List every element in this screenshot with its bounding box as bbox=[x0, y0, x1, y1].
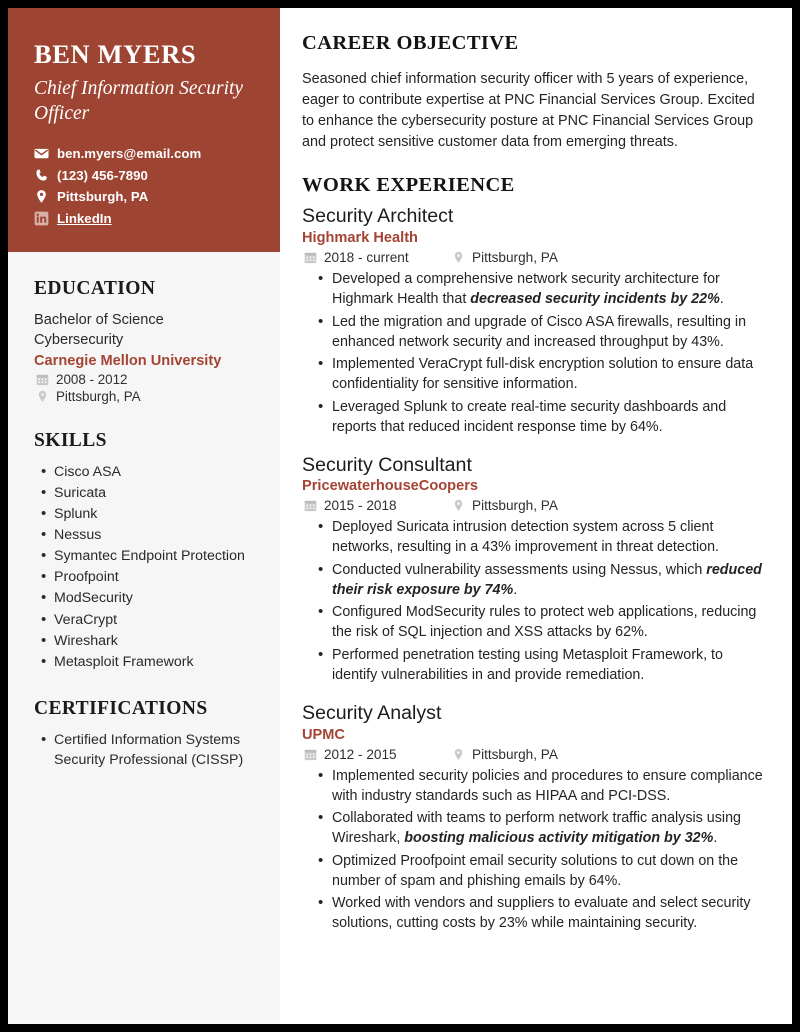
job-bullets bbox=[302, 766, 770, 934]
work-experience-entry bbox=[302, 204, 770, 436]
job-company: Highmark Health bbox=[302, 230, 418, 247]
candidate-name: BEN MYERS bbox=[34, 39, 197, 69]
sidebar-body bbox=[8, 252, 280, 770]
list-item: • Collaborated with teams to perform network traffic analysis using Wireshark, boosting malicious activity mitigation by 32%. bbox=[332, 808, 770, 848]
education-field: Cybersecurity bbox=[34, 332, 124, 349]
skills-list bbox=[34, 462, 254, 673]
main-content bbox=[280, 8, 792, 1024]
skills-section bbox=[34, 430, 254, 673]
work-experience-heading: WORK EXPERIENCE bbox=[302, 174, 515, 197]
job-dates bbox=[304, 747, 452, 762]
certifications-section bbox=[34, 698, 254, 770]
list-item: • Deployed Suricata intrusion detection system across 5 client networks, resulting in a 43% improvement in threat detection. bbox=[332, 517, 770, 557]
job-location-text: Pittsburgh, PA bbox=[472, 250, 558, 266]
contact-email-text: ben.myers@email.com bbox=[57, 146, 202, 162]
list-item: • Nessus bbox=[54, 525, 254, 545]
job-dates-text: 2015 - 2018 bbox=[324, 498, 397, 514]
job-meta bbox=[302, 250, 770, 265]
list-item: • Performed penetration testing using Metasploit Framework, to identify vulnerabilities in and provide remediation. bbox=[332, 645, 770, 685]
job-role: Security Analyst bbox=[302, 701, 442, 724]
job-dates-text: 2018 - current bbox=[324, 250, 409, 266]
calendar-icon bbox=[304, 748, 317, 761]
job-location-text: Pittsburgh, PA bbox=[472, 498, 558, 514]
education-section bbox=[34, 278, 254, 403]
candidate-job-title: Chief Information Security Officer bbox=[34, 78, 244, 124]
list-item: • Leveraged Splunk to create real-time security dashboards and reports that reduced incident response time by 64%. bbox=[332, 397, 770, 437]
calendar-icon bbox=[304, 251, 317, 264]
contact-location-text: Pittsburgh, PA bbox=[57, 189, 149, 205]
career-objective-text: Seasoned chief information security officer with 5 years of experience, eager to contribute expertise at PNC Financial Services Group. Excited to enhance the cybersecurity posture at PNC Financial Services Group and protect sensitive customer data from emerging threats. bbox=[302, 71, 755, 150]
job-role: Security Consultant bbox=[302, 453, 472, 476]
skills-heading: SKILLS bbox=[34, 429, 107, 451]
list-item: • Symantec Endpoint Protection bbox=[54, 546, 254, 566]
work-experience-section bbox=[302, 174, 770, 933]
job-location-text: Pittsburgh, PA bbox=[472, 746, 558, 762]
career-objective-heading: CAREER OBJECTIVE bbox=[302, 32, 519, 54]
education-school: Carnegie Mellon University bbox=[34, 352, 222, 369]
map-pin-icon bbox=[452, 499, 465, 512]
list-item: • ModSecurity bbox=[54, 588, 254, 608]
work-experience-entry bbox=[302, 453, 770, 685]
phone-icon bbox=[34, 168, 49, 183]
calendar-icon bbox=[36, 373, 49, 386]
list-item: • Metasploit Framework bbox=[54, 652, 254, 672]
sidebar bbox=[8, 8, 280, 1024]
certifications-heading: CERTIFICATIONS bbox=[34, 698, 208, 720]
contact-email[interactable] bbox=[34, 146, 254, 161]
job-meta bbox=[302, 747, 770, 762]
list-item: • Proofpoint bbox=[54, 567, 254, 587]
envelope-icon bbox=[34, 146, 49, 161]
contact-list bbox=[34, 146, 254, 226]
list-item: • Optimized Proofpoint email security solutions to cut down on the number of spam and phishing emails by 64%. bbox=[332, 851, 770, 891]
map-pin-icon bbox=[452, 748, 465, 761]
education-location bbox=[34, 389, 254, 404]
education-dates bbox=[34, 372, 254, 387]
career-objective-section bbox=[302, 32, 770, 152]
job-bullets bbox=[302, 269, 770, 437]
job-bullets bbox=[302, 517, 770, 685]
list-item: • Wireshark bbox=[54, 631, 254, 651]
job-dates-text: 2012 - 2015 bbox=[324, 746, 397, 762]
education-heading: EDUCATION bbox=[34, 278, 156, 300]
list-item: • Configured ModSecurity rules to protect web applications, reducing the risk of SQL injection and XSS attacks by 62%. bbox=[332, 602, 770, 642]
contact-phone[interactable] bbox=[34, 168, 254, 183]
linkedin-icon bbox=[34, 211, 49, 226]
work-experience-entry bbox=[302, 701, 770, 933]
list-item: • Implemented security policies and procedures to ensure compliance with industry standards such as HIPAA and PCI-DSS. bbox=[332, 766, 770, 806]
map-pin-icon bbox=[34, 189, 49, 204]
job-role: Security Architect bbox=[302, 205, 454, 228]
job-dates bbox=[304, 250, 452, 265]
list-item: • Implemented VeraCrypt full-disk encryption solution to ensure data confidentiality for sensitive information. bbox=[332, 354, 770, 394]
list-item: • Developed a comprehensive network security architecture for Highmark Health that decreased security incidents by 22%. bbox=[332, 269, 770, 309]
list-item: • Certified Information Systems Security Professional (CISSP) bbox=[54, 730, 254, 770]
contact-linkedin-text[interactable]: LinkedIn bbox=[57, 210, 112, 226]
list-item: • Cisco ASA bbox=[54, 462, 254, 482]
contact-location bbox=[34, 189, 254, 204]
list-item: • Splunk bbox=[54, 504, 254, 524]
list-item: • Conducted vulnerability assessments using Nessus, which reduced their risk exposure by 74%. bbox=[332, 560, 770, 600]
job-location bbox=[452, 250, 558, 265]
education-location-text: Pittsburgh, PA bbox=[56, 388, 141, 404]
map-pin-icon bbox=[452, 251, 465, 264]
list-item: • Suricata bbox=[54, 483, 254, 503]
education-degree: Bachelor of Science bbox=[34, 312, 164, 329]
job-company: PricewaterhouseCoopers bbox=[302, 478, 478, 495]
contact-phone-text: (123) 456-7890 bbox=[57, 167, 148, 183]
resume-document bbox=[8, 8, 792, 1024]
list-item: • Worked with vendors and suppliers to evaluate and select security solutions, cutting costs by 23% while maintaining security. bbox=[332, 893, 770, 933]
job-location bbox=[452, 498, 558, 513]
list-item: • Led the migration and upgrade of Cisco ASA firewalls, resulting in enhanced network security and increased throughput by 43%. bbox=[332, 312, 770, 352]
calendar-icon bbox=[304, 499, 317, 512]
contact-linkedin[interactable] bbox=[34, 211, 254, 226]
certifications-list bbox=[34, 730, 254, 770]
list-item: • VeraCrypt bbox=[54, 610, 254, 630]
education-dates-text: 2008 - 2012 bbox=[56, 371, 128, 387]
sidebar-header bbox=[8, 8, 280, 252]
job-meta bbox=[302, 498, 770, 513]
job-company: UPMC bbox=[302, 726, 345, 743]
job-location bbox=[452, 747, 558, 762]
job-dates bbox=[304, 498, 452, 513]
map-pin-icon bbox=[36, 390, 49, 403]
